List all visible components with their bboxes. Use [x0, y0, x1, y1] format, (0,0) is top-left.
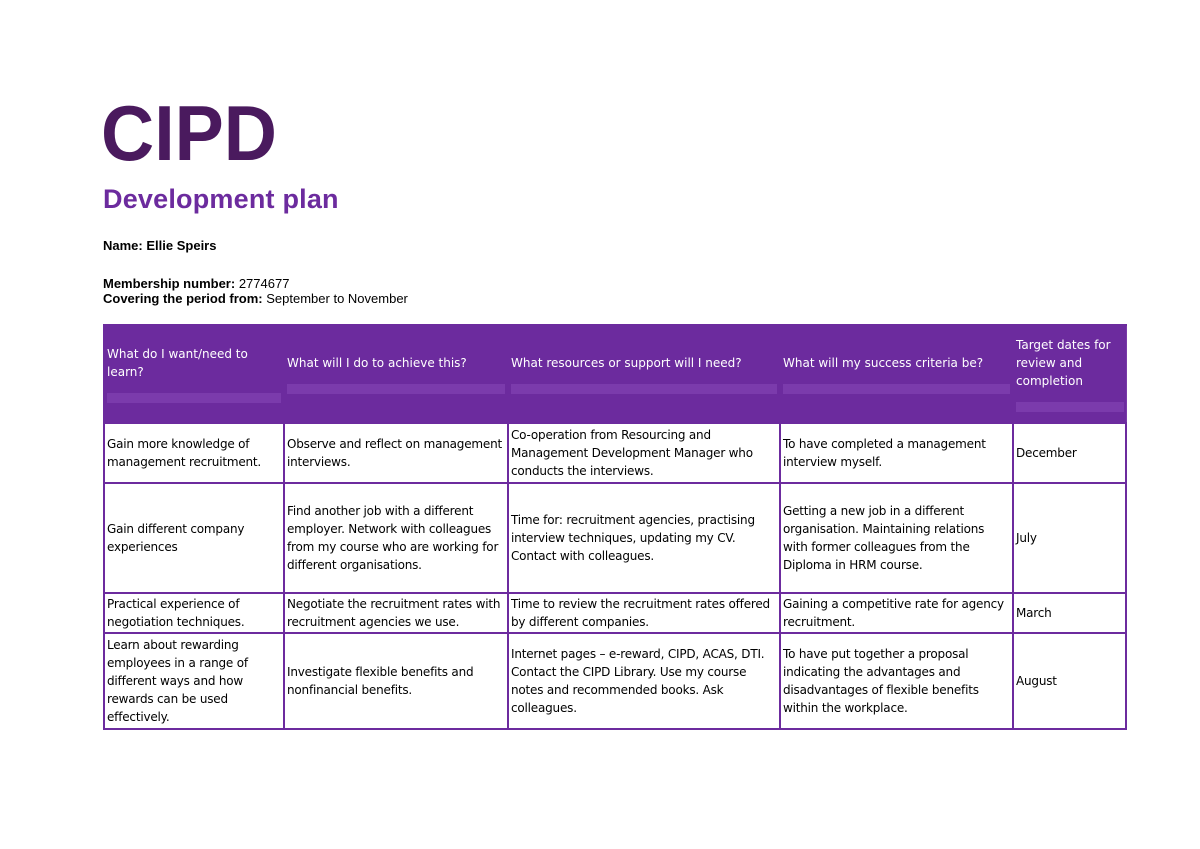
cell-resources: Internet pages – e-reward, CIPD, ACAS, DTI. Contact the CIPD Library. Use my course notes and recommended books. Ask colleagues. [508, 633, 780, 729]
name-label: Name: [103, 238, 143, 253]
cell-success: Getting a new job in a different organisation. Maintaining relations with former colleagues from the Diploma in HRM course. [780, 483, 1013, 593]
period-label: Covering the period from: [103, 291, 263, 306]
cell-success: Gaining a competitive rate for agency recruitment. [780, 593, 1013, 633]
cell-learn: Learn about rewarding employees in a range of different ways and how rewards can be used effectively. [104, 633, 284, 729]
cell-date: August [1013, 633, 1126, 729]
cell-learn: Practical experience of negotiation techniques. [104, 593, 284, 633]
cell-success: To have completed a management interview myself. [780, 423, 1013, 483]
cell-achieve: Observe and reflect on management interviews. [284, 423, 508, 483]
period-line [103, 291, 408, 306]
header-success: What will my success criteria be? [780, 325, 1013, 423]
cell-date: July [1013, 483, 1126, 593]
membership-value: 2774677 [238, 276, 290, 291]
cell-achieve: Negotiate the recruitment rates with recruitment agencies we use. [284, 593, 508, 633]
header-resources: What resources or support will I need? [508, 325, 780, 423]
cell-success: To have put together a proposal indicating the advantages and disadvantages of flexible benefits within the workplace. [780, 633, 1013, 729]
table-row [104, 483, 1126, 593]
cell-resources: Time to review the recruitment rates offered by different companies. [508, 593, 780, 633]
cell-learn: Gain more knowledge of management recruitment. [104, 423, 284, 483]
cell-resources: Co-operation from Resourcing and Management Development Manager who conducts the interviews. [508, 423, 780, 483]
name-value: Ellie Speirs [146, 238, 217, 253]
membership-line [103, 276, 289, 291]
header-achieve: What will I do to achieve this? [284, 325, 508, 423]
cell-learn: Gain different company experiences [104, 483, 284, 593]
membership-label: Membership number: [103, 276, 236, 291]
cipd-logo [101, 98, 281, 166]
table-row [104, 423, 1126, 483]
header-dates: Target dates for review and completion [1013, 325, 1126, 423]
table-row [104, 633, 1126, 729]
logo-text: CIPD [101, 98, 277, 166]
table-header-row [104, 325, 1126, 423]
header-learn: What do I want/need to learn? [104, 325, 284, 423]
cell-date: December [1013, 423, 1126, 483]
page-title: Development plan [103, 184, 339, 214]
development-plan-table [103, 324, 1127, 730]
cell-achieve: Find another job with a different employer. Network with colleagues from my course who are working for different organisations. [284, 483, 508, 593]
table-row [104, 593, 1126, 633]
cell-achieve: Investigate flexible benefits and nonfinancial benefits. [284, 633, 508, 729]
period-value: September to November [266, 291, 408, 306]
cell-resources: Time for: recruitment agencies, practising interview techniques, updating my CV. Contact with colleagues. [508, 483, 780, 593]
cell-date: March [1013, 593, 1126, 633]
name-line [103, 238, 216, 253]
